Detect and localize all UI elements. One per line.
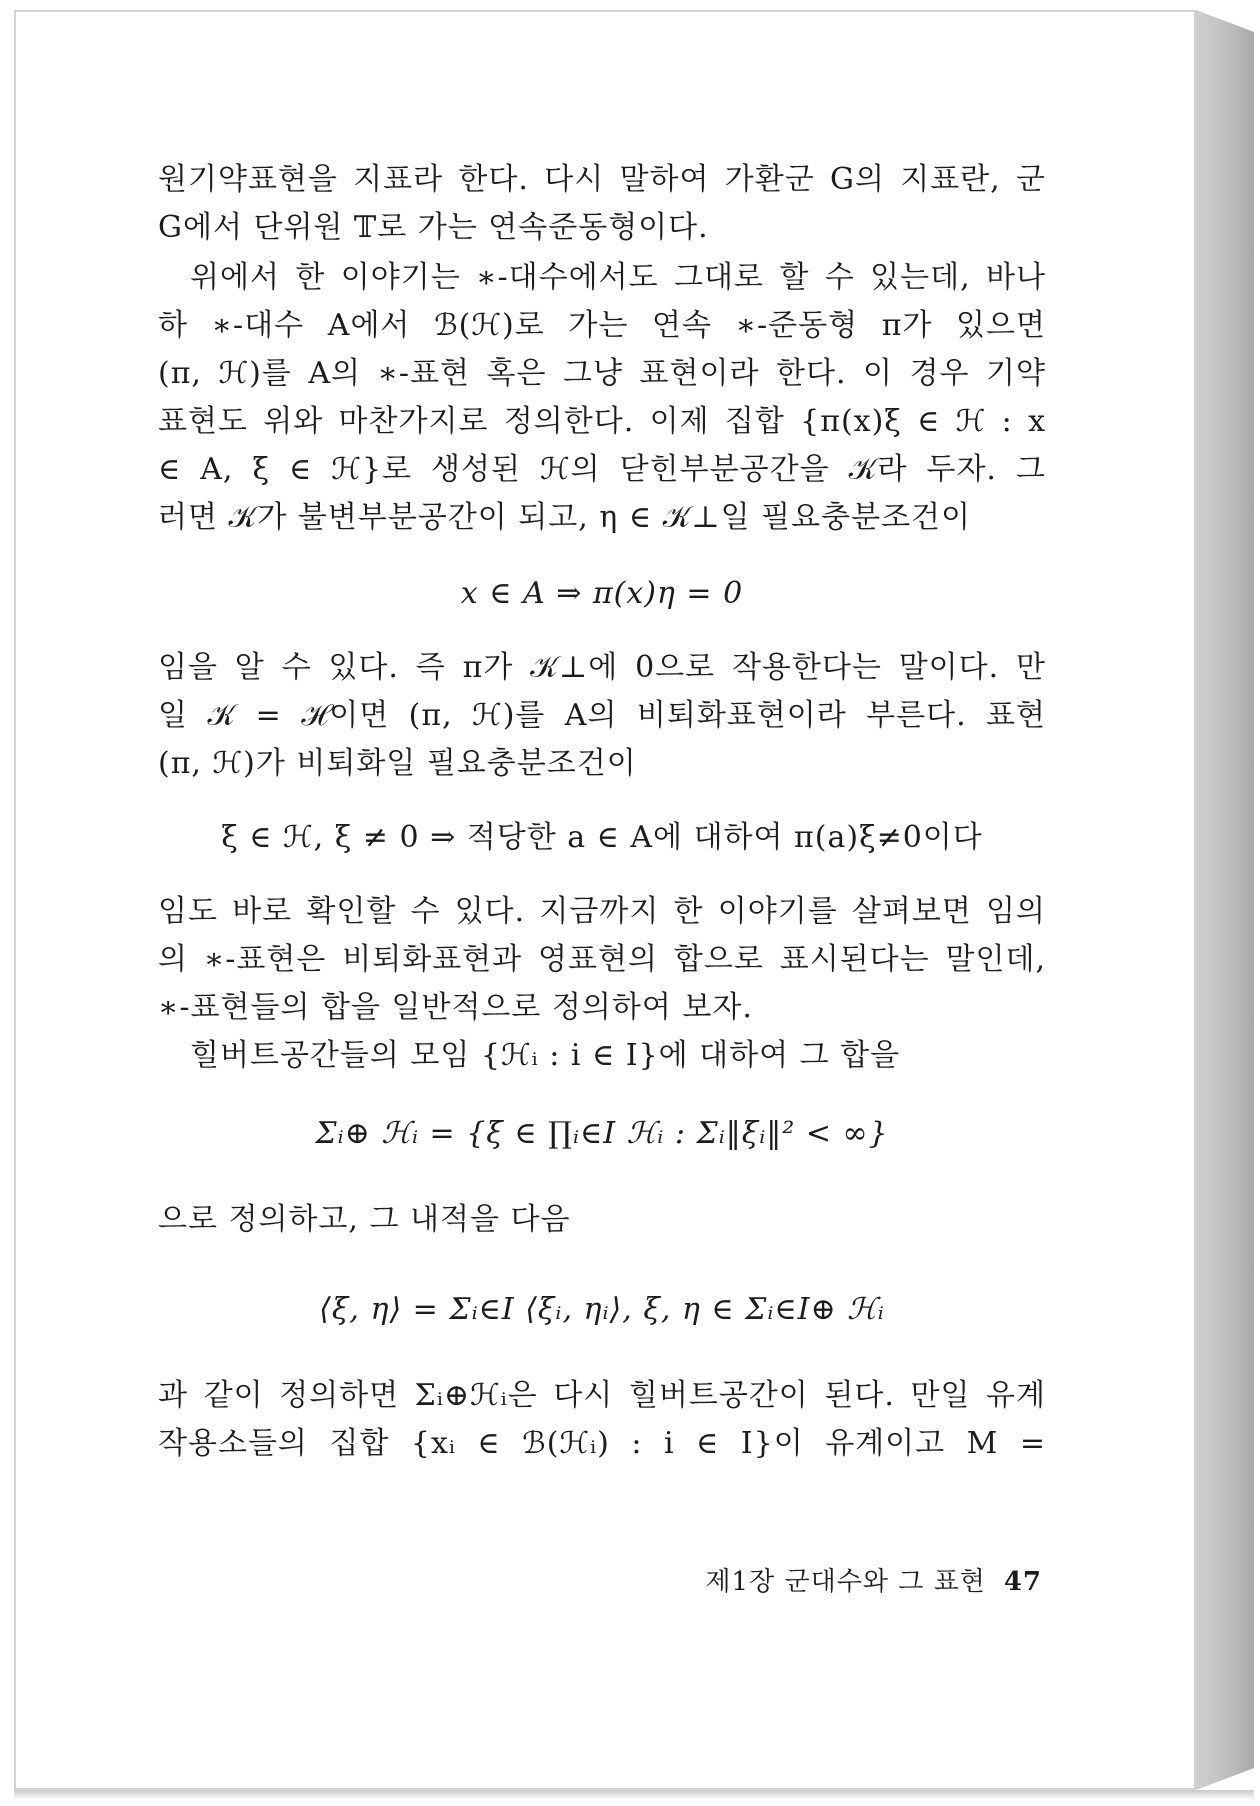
text-line: 임을 알 수 있다. 즉 π가 𝒦⊥에 0으로 작용한다는 말이다. 만 — [158, 650, 1046, 685]
text-line: 위에서 한 이야기는 ∗-대수에서도 그대로 할 수 있는데, 바나 — [190, 260, 1046, 295]
text-line: 러면 𝒦가 불변부분공간이 되고, η ∈ 𝒦⊥일 필요충분조건이 — [158, 500, 972, 535]
text-line: 임도 바로 확인할 수 있다. 지금까지 한 이야기를 살펴보면 임의 — [158, 894, 1046, 929]
running-footer — [705, 1562, 1042, 1602]
text-line: 으로 정의하고, 그 내적을 다음 — [158, 1202, 571, 1237]
page-stack-edge — [1196, 10, 1254, 1790]
text-line: 작용소들의 집합 {xᵢ ∈ ℬ(ℋᵢ) : i ∈ I}이 유계이고 M = — [158, 1426, 1046, 1461]
text-line: 표현도 위와 마찬가지로 정의한다. 이제 집합 {π(x)ξ ∈ ℋ : x — [158, 404, 1046, 439]
text-line: 하 ∗-대수 A에서 ℬ(ℋ)로 가는 연속 ∗-준동형 π가 있으면 — [158, 308, 1046, 343]
display-formula: ⟨ξ, η⟩ = Σᵢ∈I ⟨ξᵢ, ηᵢ⟩, ξ, η ∈ Σᵢ∈I⊕ ℋᵢ — [319, 1292, 885, 1327]
text-line: ∈ A, ξ ∈ ℋ}로 생성된 ℋ의 닫힌부분공간을 𝒦라 두자. 그 — [158, 452, 1046, 487]
page-number: 47 — [1003, 1567, 1042, 1597]
display-formula: ξ ∈ ℋ, ξ ≠ 0 ⇒ 적당한 a ∈ A에 대하여 π(a)ξ≠0이다 — [221, 820, 983, 855]
text-line: 원기약표현을 지표라 한다. 다시 말하여 가환군 G의 지표란, 군 — [158, 162, 1046, 197]
text-line: (π, ℋ)가 비퇴화일 필요충분조건이 — [158, 746, 637, 781]
text-line: 의 ∗-표현은 비퇴화표현과 영표현의 합으로 표시된다는 말인데, — [158, 942, 1046, 977]
display-formula: Σᵢ⊕ ℋᵢ = {ξ ∈ ∏ᵢ∈I ℋᵢ : Σᵢ‖ξᵢ‖² < ∞} — [315, 1116, 889, 1151]
chapter-title: 제1장 군대수와 그 표현 — [705, 1567, 986, 1597]
text-line: 일 𝒦 = ℋ이면 (π, ℋ)를 A의 비퇴화표현이라 부른다. 표현 — [158, 698, 1046, 733]
text-line: 과 같이 정의하면 Σᵢ⊕ℋᵢ은 다시 힐버트공간이 된다. 만일 유계 — [158, 1378, 1046, 1413]
display-formula: x ∈ A ⇒ π(x)η = 0 — [460, 576, 744, 611]
text-line: (π, ℋ)를 A의 ∗-표현 혹은 그냥 표현이라 한다. 이 경우 기약 — [158, 356, 1046, 391]
page-shadow — [14, 1790, 1254, 1800]
text-line: G에서 단위원 𝕋로 가는 연속준동형이다. — [158, 210, 709, 245]
text-line: 힐버트공간들의 모임 {ℋᵢ : i ∈ I}에 대하여 그 합을 — [190, 1038, 901, 1073]
text-line: ∗-표현들의 합을 일반적으로 정의하여 보자. — [158, 990, 753, 1025]
